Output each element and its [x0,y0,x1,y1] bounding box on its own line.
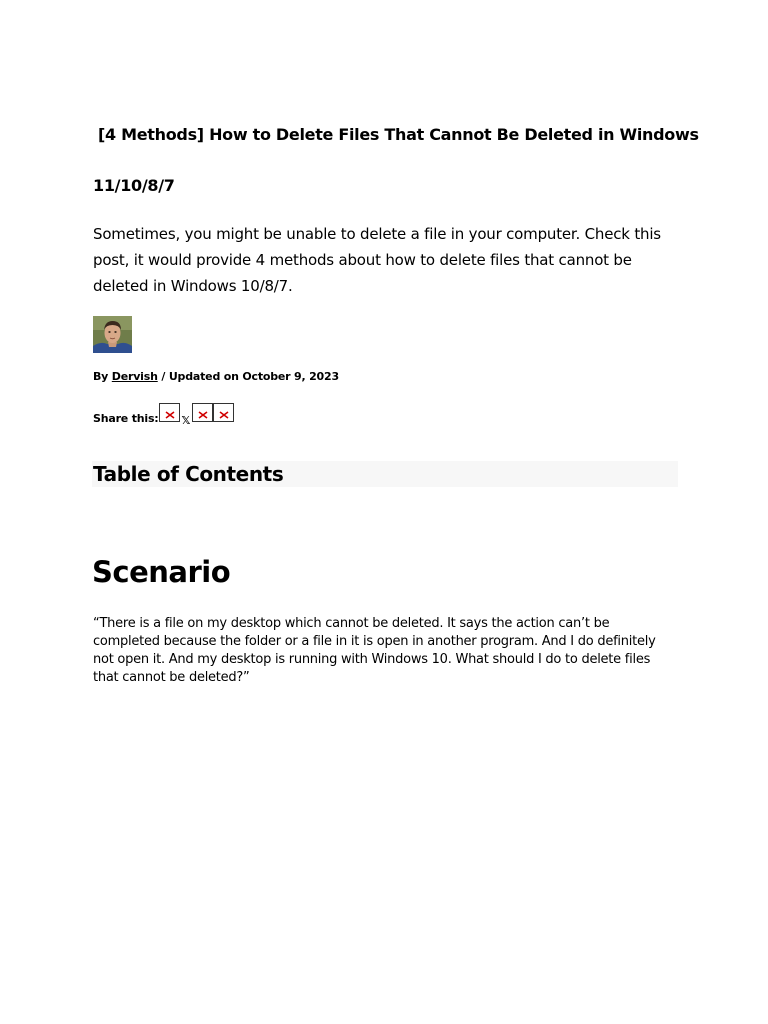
share-reddit-button[interactable] [213,403,234,422]
share-label: Share this: [93,412,159,425]
avatar-portrait-icon [93,316,132,353]
article-intro: Sometimes, you might be unable to delete a file in your computer. Check this post, it would provide 4 methods about how to delete files that cannot be deleted in Windows 10/8/7. [93,225,661,295]
scenario-heading: Scenario [92,555,231,589]
scenario-quote: “There is a file on my desktop which cannot be deleted. It says the action can’t be completed because the folder or a file in it is open in another program. And I do definitely not open it. And my desktop is running with Windows 10. What should I do to delete files that cannot be deleted?” [93,616,656,685]
share-facebook-button[interactable] [159,403,180,422]
article-title-line-1: [4 Methods] How to Delete Files That Cannot Be Deleted in Windows [98,125,699,144]
share-bar [93,403,234,427]
byline-prefix: By [93,370,109,383]
toc-heading: Table of Contents [93,462,284,486]
article-title [93,124,699,197]
author-link[interactable]: Dervish [111,370,158,383]
article-title-line-2: 11/10/8/7 [93,176,175,195]
table-of-contents[interactable] [92,461,678,487]
x-logo-icon[interactable]: 𝕏 [181,414,191,427]
broken-image-icon [198,411,208,419]
broken-image-icon [219,411,229,419]
article-byline [93,369,339,384]
broken-image-icon [165,411,175,419]
byline-updated-date: / Updated on October 9, 2023 [161,370,339,383]
share-linkedin-button[interactable] [192,403,213,422]
author-avatar[interactable] [93,316,132,353]
